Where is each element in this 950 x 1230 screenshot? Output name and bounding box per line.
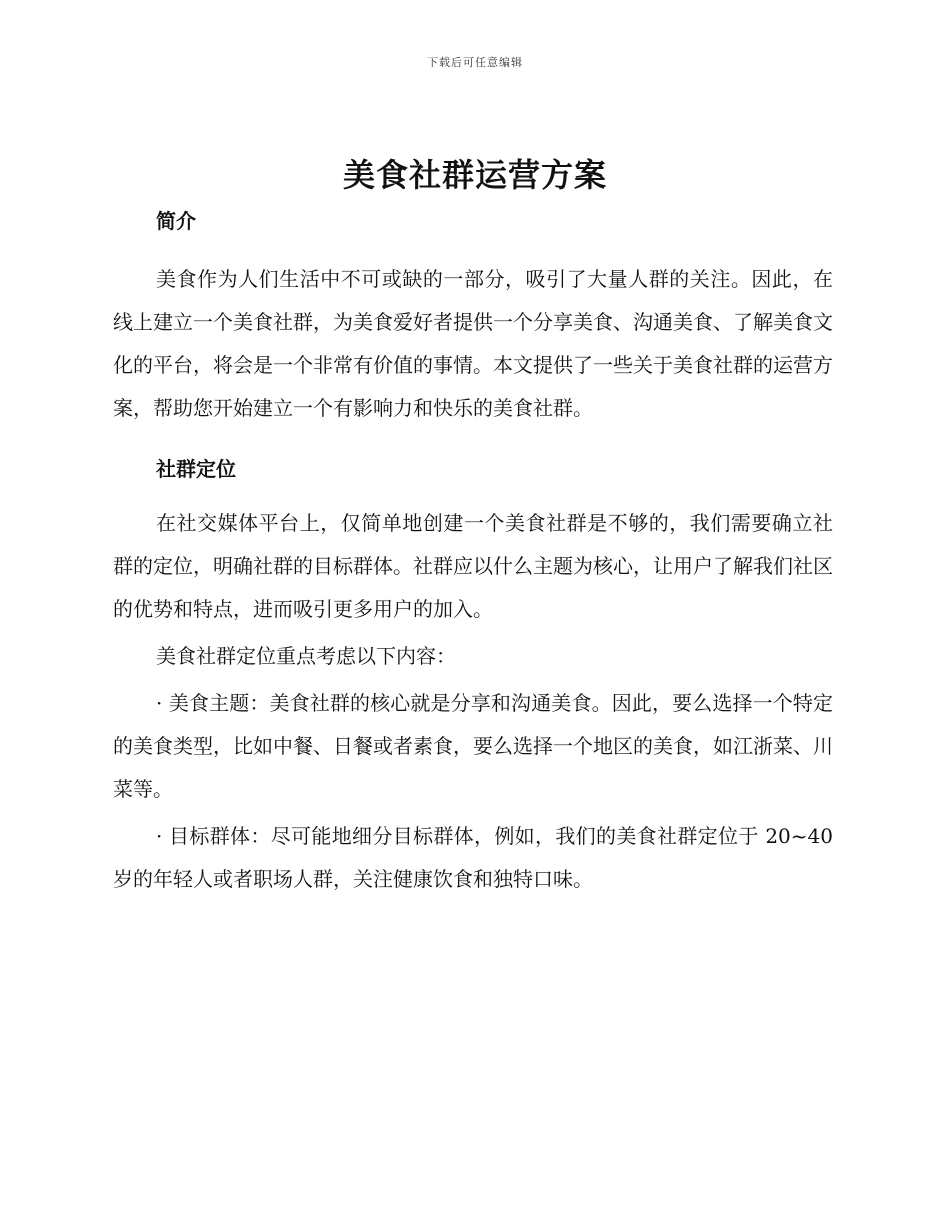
section-heading-positioning: 社群定位	[156, 457, 236, 481]
bullet-food-theme: · 美食主题：美食社群的核心就是分享和沟通美食。因此，要么选择一个特定的美食类型，比如中餐、日餐或者素食，要么选择一个地区的美食，如江浙菜、川菜等。	[113, 691, 833, 801]
document-body	[113, 206, 833, 901]
positioning-considerations: 美食社群定位重点考虑以下内容：	[156, 644, 456, 668]
document-title: 美食社群运营方案	[342, 156, 607, 194]
positioning-paragraph: 在社交媒体平台上，仅简单地创建一个美食社群是不够的，我们需要确立社群的定位，明确社群的目标群体。社群应以什么主题为核心，让用户了解我们社区的优势和特点，进而吸引更多用户的加入。	[113, 511, 833, 621]
intro-paragraph: 美食作为人们生活中不可或缺的一部分，吸引了大量人群的关注。因此，在线上建立一个美食社群，为美食爱好者提供一个分享美食、沟通美食、了解美食文化的平台，将会是一个非常有价值的事情。本文提供了一些关于美食社群的运营方案，帮助您开始建立一个有影响力和快乐的美食社群。	[113, 267, 833, 420]
header-note: 下载后可任意编辑	[427, 56, 523, 69]
section-heading-intro: 简介	[156, 209, 196, 233]
bullet-target-group: · 目标群体：尽可能地细分目标群体，例如，我们的美食社群定位于 20~40 岁的年轻人或者职场人群，关注健康饮食和独特口味。	[113, 824, 833, 891]
